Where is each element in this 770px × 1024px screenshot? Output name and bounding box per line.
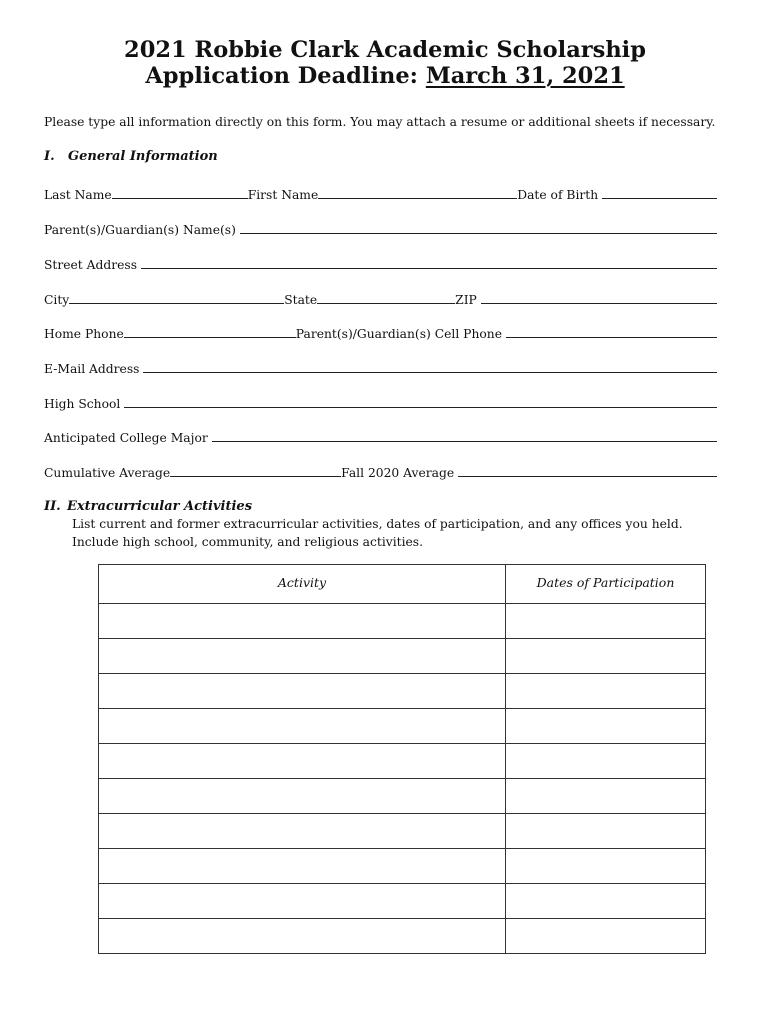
row-email <box>44 358 717 376</box>
dates-cell[interactable] <box>506 919 706 954</box>
first-name-label: First Name <box>247 188 319 202</box>
row-city <box>44 289 717 307</box>
table-row <box>99 744 706 779</box>
dates-cell[interactable] <box>506 884 706 919</box>
row-high-school <box>44 393 717 411</box>
dates-column-header: Dates of Participation <box>506 565 706 604</box>
instructions-text: Please type all information directly on this form. You may attach a resume or additional sheets if necessary. <box>44 115 716 129</box>
table-row <box>99 639 706 674</box>
activity-cell[interactable] <box>99 814 506 849</box>
high-school-field[interactable] <box>124 407 717 408</box>
section-heading-general <box>44 149 218 164</box>
deadline-line <box>0 63 770 89</box>
high-school-label: High School <box>44 397 121 411</box>
table-row <box>99 604 706 639</box>
activity-cell[interactable] <box>99 674 506 709</box>
section-number: II. <box>44 499 61 514</box>
cumulative-average-label: Cumulative Average <box>44 466 171 480</box>
activity-cell[interactable] <box>99 604 506 639</box>
deadline-date: March 31, 2021 <box>425 63 625 89</box>
dates-cell[interactable] <box>506 779 706 814</box>
table-row <box>99 779 706 814</box>
home-phone-label: Home Phone <box>44 327 124 341</box>
table-header-row <box>99 565 706 604</box>
dates-cell[interactable] <box>506 744 706 779</box>
email-field[interactable] <box>143 372 717 373</box>
street-address-label: Street Address <box>44 258 138 272</box>
extracurricular-instructions-2: Include high school, community, and religious activities. <box>72 535 424 549</box>
dates-cell[interactable] <box>506 709 706 744</box>
cumulative-average-field[interactable] <box>170 476 341 477</box>
parents-names-label: Parent(s)/Guardian(s) Name(s) <box>44 223 236 237</box>
street-address-field[interactable] <box>141 268 717 269</box>
dates-cell[interactable] <box>506 604 706 639</box>
dates-cell[interactable] <box>506 814 706 849</box>
row-parents <box>44 219 717 237</box>
section-title: General Information <box>68 149 218 164</box>
parents-names-field[interactable] <box>240 233 717 234</box>
fall-average-field[interactable] <box>458 476 717 477</box>
table-row <box>99 709 706 744</box>
email-label: E-Mail Address <box>44 362 140 376</box>
fall-average-label: Fall 2020 Average <box>341 466 455 480</box>
state-label: State <box>284 293 318 307</box>
activity-cell[interactable] <box>99 639 506 674</box>
zip-label: ZIP <box>455 293 477 307</box>
activity-cell[interactable] <box>99 919 506 954</box>
table-row <box>99 674 706 709</box>
table-row <box>99 919 706 954</box>
dates-cell[interactable] <box>506 674 706 709</box>
dob-field[interactable] <box>602 198 717 199</box>
activity-cell[interactable] <box>99 849 506 884</box>
table-row <box>99 884 706 919</box>
dob-label: Date of Birth <box>517 188 599 202</box>
section-heading-extracurricular <box>44 499 252 514</box>
city-field[interactable] <box>69 303 284 304</box>
last-name-field[interactable] <box>112 198 248 199</box>
home-phone-field[interactable] <box>124 337 296 338</box>
first-name-field[interactable] <box>318 198 517 199</box>
row-major <box>44 427 717 445</box>
deadline-prefix: Application Deadline: <box>145 63 426 89</box>
table-row <box>99 814 706 849</box>
activity-cell[interactable] <box>99 709 506 744</box>
college-major-label: Anticipated College Major <box>44 431 208 445</box>
row-street <box>44 254 717 272</box>
activity-column-header: Activity <box>99 565 506 604</box>
activity-cell[interactable] <box>99 884 506 919</box>
zip-field[interactable] <box>481 303 717 304</box>
college-major-field[interactable] <box>212 441 717 442</box>
row-averages <box>44 462 717 480</box>
section-number: I. <box>44 149 55 164</box>
parent-cell-field[interactable] <box>506 337 717 338</box>
table-row <box>99 849 706 884</box>
activities-table-body <box>99 604 706 954</box>
activity-cell[interactable] <box>99 779 506 814</box>
last-name-label: Last Name <box>44 188 112 202</box>
row-name <box>44 184 717 202</box>
parent-cell-label: Parent(s)/Guardian(s) Cell Phone <box>295 327 502 341</box>
city-label: City <box>44 293 70 307</box>
state-field[interactable] <box>317 303 455 304</box>
dates-cell[interactable] <box>506 639 706 674</box>
activities-table <box>98 564 706 954</box>
extracurricular-instructions-1: List current and former extracurricular activities, dates of participation, and any offices you held. <box>72 517 683 531</box>
form-title: 2021 Robbie Clark Academic Scholarship <box>124 37 646 63</box>
section-title: Extracurricular Activities <box>67 499 253 514</box>
activity-cell[interactable] <box>99 744 506 779</box>
row-phone <box>44 323 717 341</box>
dates-cell[interactable] <box>506 849 706 884</box>
